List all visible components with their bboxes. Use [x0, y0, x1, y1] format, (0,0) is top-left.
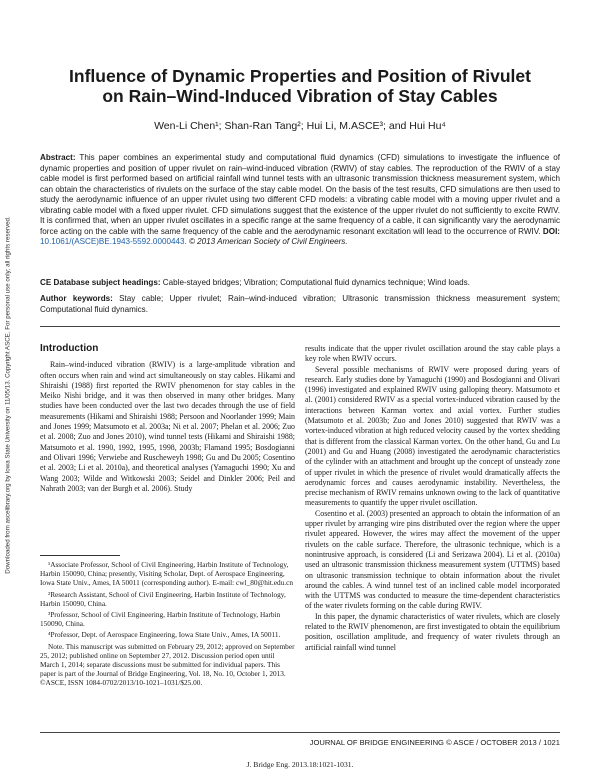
left-column — [40, 344, 295, 494]
right-paragraph-1: results indicate that the upper rivulet oscillation around the stay cable plays a key role when RWIV occurs. — [305, 344, 560, 364]
footer-rule — [40, 732, 560, 733]
title-line-1: Influence of Dynamic Properties and Position of Rivulet — [69, 66, 531, 86]
title-line-2: on Rain–Wind-Induced Vibration of Stay Cables — [102, 86, 498, 106]
footnote-2: ²Research Assistant, School of Civil Engineering, Harbin Institute of Technology, Harbin 150090, China. — [40, 589, 286, 608]
footnote-rule — [40, 555, 120, 556]
footnote-3: ³Professor, School of Civil Engineering, Harbin Institute of Technology, Harbin 150090, China. — [40, 610, 281, 629]
right-column — [305, 344, 560, 653]
abstract-text: This paper combines an experimental study and computational fluid dynamics (CFD) simulations to investigate the influence of dynamic properties and position of upper rivulet on rain–wind-induced vibration (RWIV) of stay cables. The reproduction of the RWIV of a stay cable model is first performed based on artificial rainfall wind tunnel tests with an ultrasonic transmission thickness measurement system, which can obtain the characteristics of rivulets on the surface of the stay cable model. On the basis of the test results, CFD simulations are then used to study the aerodynamic influence of an upper rivulet using two different CFD models: a vibrating cable model with a moving upper rivulet and a vibrating cable model with a fixed upper rivulet. CFD simulations suggest that the existence of the upper rivulet do not sufficiently to excite RWIV. It is confirmed that, when an upper rivulet oscillates in a specific range at the same frequency of a cable, it can significantly vary the aerodynamic force acting on the cable with the same frequency of the cable and the aerodynamic resonant excitation will lead to the occurrence of RWIV. — [40, 153, 560, 236]
doi-label: DOI: — [542, 226, 561, 236]
abstract — [40, 153, 560, 248]
header-rule — [40, 326, 560, 327]
right-paragraph-4: In this paper, the dynamic characteristics of water rivulets, which are closely related to the RWIV phenomenon, are first investigated to obtain the equilibrium position, oscillation amplitude, and frequency of water rivulets through an artificial rainfall wind tunnel — [305, 611, 560, 652]
left-paragraph: Rain–wind-induced vibration (RWIV) is a large-amplitude vibration and often occurs when rain and wind act simultaneously on stay cables. Hikami and Shiraishi (1988) first reported the RWIV phenomenon for stay cables in the Meiko Nishi bridge, and it was then observed in many other bridges. Many studies have been conducted over the last two decades through the use of field measurements (Hikami and Shiraishi 1988; Persoon and Noorlander 1999; Main and Jones 1999; Matsumoto et al. 2003a; Ni et al. 2007; Phelan et al. 2006; Zuo et al. 2008; Zuo and Jones 2010), wind tunnel tests (Hikami and Shiraishi 1988; Matsumoto et al. 1990, 1992, 1995, 1998, 2003b; Flamand 1995; Bosdogianni and Olivari 1996; Verwiebe and Ruscheweyh 1998; Gu and Du 2005; Cosentino et al. 2003; Li et al. 2010a), and theoretical analyses (Yamaguchi 1990; Xu and Wang 2003; Wilde and Witkowski 2003; Seidel and Dinkler 2006; Peil and Nahrath 2003; van der Burgh et al. 2006). Study — [40, 360, 295, 493]
ce-text: Cable-stayed bridges; Vibration; Computational fluid dynamics technique; Wind loads. — [162, 278, 470, 287]
keywords-label: Author keywords: — [40, 294, 113, 303]
ce-label: CE Database subject headings: — [40, 278, 161, 287]
authors: Wen-Li Chen¹; Shan-Ran Tang²; Hui Li, M.ASCE³; and Hui Hu⁴ — [154, 120, 446, 132]
footnote-note: Note. This manuscript was submitted on February 29, 2012; approved on September 25, 2012; published online on September 27, 2012. Discussion period open until March 1, 2014; separate discussions must be submitted for individual papers. This paper is part of the Journal of Bridge Engineering, Vol. 18, No. 10, October 1, 2013. ©ASCE, ISSN 1084-0702/2013/10-1021–1031/$25.00. — [40, 641, 295, 688]
intro-heading: Introduction — [40, 343, 99, 354]
abstract-label: Abstract: — [40, 153, 76, 162]
keywords-text: Stay cable; Upper rivulet; Rain–wind-induced vibration; Ultrasonic transmission thickness measurement system; Computational fluid dynamics. — [40, 294, 560, 314]
citation-footer: J. Bridge Eng. 2013.18:1021-1031. — [246, 760, 354, 769]
doi-link[interactable]: 10.1061/(ASCE)BE.1943-5592.0000443. — [40, 237, 187, 246]
footnote-4: ⁴Professor, Dept. of Aerospace Engineering, Iowa State Univ., Ames, IA 50011. — [48, 630, 281, 640]
ce-headings — [40, 278, 560, 289]
download-notice: Downloaded from ascelibrary.org by Iowa State University on 11/05/13. Copyright ASCE. For personal use only; all rights reserved. — [4, 216, 12, 574]
copyright: © 2013 American Society of Civil Engineers. — [188, 237, 348, 246]
right-paragraph-2: Several possible mechanisms of RWIV were proposed during years of research. Early studies done by Yamaguchi (1990) and Bosdogianni and Olivari (1996) investigated and explained RWIV using galloping theory. Matsumoto et al. (2001) considered RWIV as a special vortex-induced vibration caused by the interactions between Karman vortex and axial vortex. Further studies (Matsumoto et al. 2003b; Zuo and Jones 2010) suggested that RWIV was a vortex-induced vibration at high reduced velocity caused by the vortex shedding that is different from the classical Karman vortex. On the other hand, Gu and Lu (2001) and Gu and Huang (2008) investigated the aerodynamic characteristics of the cylinder with an attachment and brought up the concept of unsteady zone of upper rivulet in which the presence of rivulet would dramatically affects the aerodynamic forces and causes aerodynamic instability. Nevertheless, the precise mechanism of RWIV remains unknown owing to the lack of quantitative measurements to quantify the upper rivulet oscillation. — [305, 364, 560, 508]
paper-title — [40, 66, 560, 106]
right-paragraph-3: Cosentino et al. (2003) presented an approach to obtain the information of an upper rivulet by arranging wire pins distributed over the region where the upper rivulet appeared. However, the wires may affect the movement of the upper rivulets on the cable surface. Therefore, the ultrasonic technique, which is a nonintrusive approach, is considered (Li and Serizawa 2004). Li et al. (2010a) used an ultrasonic transmission thickness measurement system (UTTMS) based on ultrasonic transmission technique to obtain information about the rivulet around the cables. A wind tunnel test of an inclined cable model incorporated with the UTTMS was conducted to measure the time-dependent characteristics of the water rivulets forming on the cable during RWIV. — [305, 508, 560, 611]
journal-footer: JOURNAL OF BRIDGE ENGINEERING © ASCE / OCTOBER 2013 / 1021 — [309, 738, 560, 747]
author-keywords — [40, 294, 560, 315]
footnote-1: ¹Associate Professor, School of Civil Engineering, Harbin Institute of Technology, Harbin 150090, China; presently, Visiting Scholar, Dept. of Aerospace Engineering, Iowa State Univ., Ames, IA 50011 (corresponding author). E-mail: cwl_80@hit.edu.cn — [40, 560, 294, 588]
footnotes — [40, 560, 295, 690]
